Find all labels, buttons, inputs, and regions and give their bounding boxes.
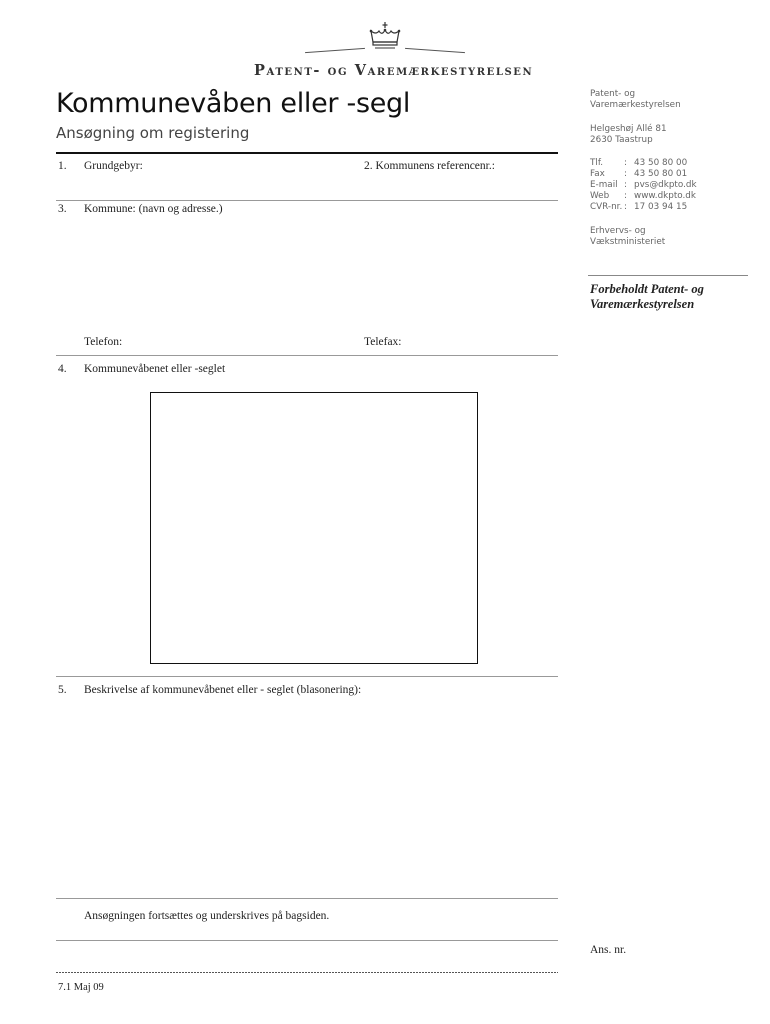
contact-value: pvs@dkpto.dk	[634, 180, 697, 190]
reserved-line2: Varemærkestyrelsen	[590, 297, 695, 311]
contact-fax	[590, 169, 697, 180]
logo-swoosh-right	[405, 48, 465, 53]
sidebar-address-line1: Helgeshøj Allé 81	[590, 124, 667, 134]
field-3-number: 3.	[58, 203, 67, 215]
field-4-number: 4.	[58, 363, 67, 375]
sidebar-address	[590, 124, 667, 146]
form-version: 7.1 Maj 09	[58, 982, 104, 993]
contact-web	[590, 191, 697, 202]
logo-swoosh-left	[305, 48, 365, 53]
telefax-label: Telefax:	[364, 336, 402, 348]
form-subtitle: Ansøgning om registering	[56, 124, 250, 142]
sidebar-contacts	[590, 158, 697, 213]
agency-logo-text: Patent- og Varemærkestyrelsen	[254, 62, 534, 79]
divider-5	[56, 940, 558, 941]
kommune-address-field[interactable]	[84, 220, 558, 330]
grundgebyr-field[interactable]	[84, 175, 354, 197]
divider-3	[56, 676, 558, 677]
contact-sep: :	[624, 202, 627, 212]
contact-value: 17 03 94 15	[634, 202, 688, 212]
contact-key: Fax	[590, 169, 605, 179]
contact-sep: :	[624, 180, 627, 190]
contact-email	[590, 180, 697, 191]
divider-1	[56, 200, 558, 201]
sidebar-address-line2: 2630 Taastrup	[590, 135, 653, 145]
sidebar-org-line1: Patent- og	[590, 89, 636, 99]
sidebar-ministry-line2: Vækstministeriet	[590, 237, 666, 247]
reserved-line1: Forbeholdt Patent- og	[590, 282, 704, 296]
sidebar-ministry	[590, 226, 665, 248]
sidebar-org	[590, 89, 681, 111]
kommunevaabenet-label: Kommunevåbenet eller -seglet	[84, 363, 226, 375]
continuation-note: Ansøgningen fortsættes og underskrives på bagsiden.	[84, 910, 330, 922]
header-divider	[56, 152, 558, 154]
blasonering-field[interactable]	[84, 702, 558, 892]
sidebar-org-line2: Varemærkestyrelsen	[590, 100, 681, 110]
divider-4	[56, 898, 558, 899]
telefon-label: Telefon:	[84, 336, 123, 348]
kommune-label: Kommune: (navn og adresse.)	[84, 203, 223, 215]
ans-nr-label: Ans. nr.	[590, 944, 627, 956]
footer-divider	[56, 972, 558, 973]
contact-value: www.dkpto.dk	[634, 191, 696, 201]
form-title: Kommunevåben eller -segl	[56, 88, 411, 119]
field-5-number: 5.	[58, 684, 67, 696]
contact-key: Tlf.	[590, 158, 604, 168]
field-1-number: 1.	[58, 160, 67, 172]
sidebar-divider	[588, 275, 748, 276]
reserved-heading	[590, 282, 704, 312]
contact-key: E-mail	[590, 180, 618, 190]
contact-value: 43 50 80 01	[634, 169, 688, 179]
ans-nr-field[interactable]	[630, 942, 748, 958]
divider-2	[56, 355, 558, 356]
contact-key: Web	[590, 191, 610, 201]
contact-phone	[590, 158, 697, 169]
contact-sep: :	[624, 158, 627, 168]
telefax-field[interactable]	[405, 334, 558, 352]
coat-of-arms-image-box[interactable]	[150, 392, 478, 664]
referencenr-field[interactable]	[364, 175, 558, 197]
contact-sep: :	[624, 191, 627, 201]
telefon-field[interactable]	[130, 334, 354, 352]
sidebar-ministry-line1: Erhvervs- og	[590, 226, 646, 236]
blasonering-label: Beskrivelse af kommunevåbenet eller - seglet (blasonering):	[84, 684, 362, 696]
grundgebyr-label: Grundgebyr:	[84, 160, 143, 172]
crown-icon	[367, 22, 403, 50]
contact-cvr	[590, 202, 697, 213]
contact-key: CVR-nr.	[590, 202, 623, 212]
contact-sep: :	[624, 169, 627, 179]
referencenr-label: 2. Kommunens referencenr.:	[364, 160, 495, 172]
contact-value: 43 50 80 00	[634, 158, 688, 168]
